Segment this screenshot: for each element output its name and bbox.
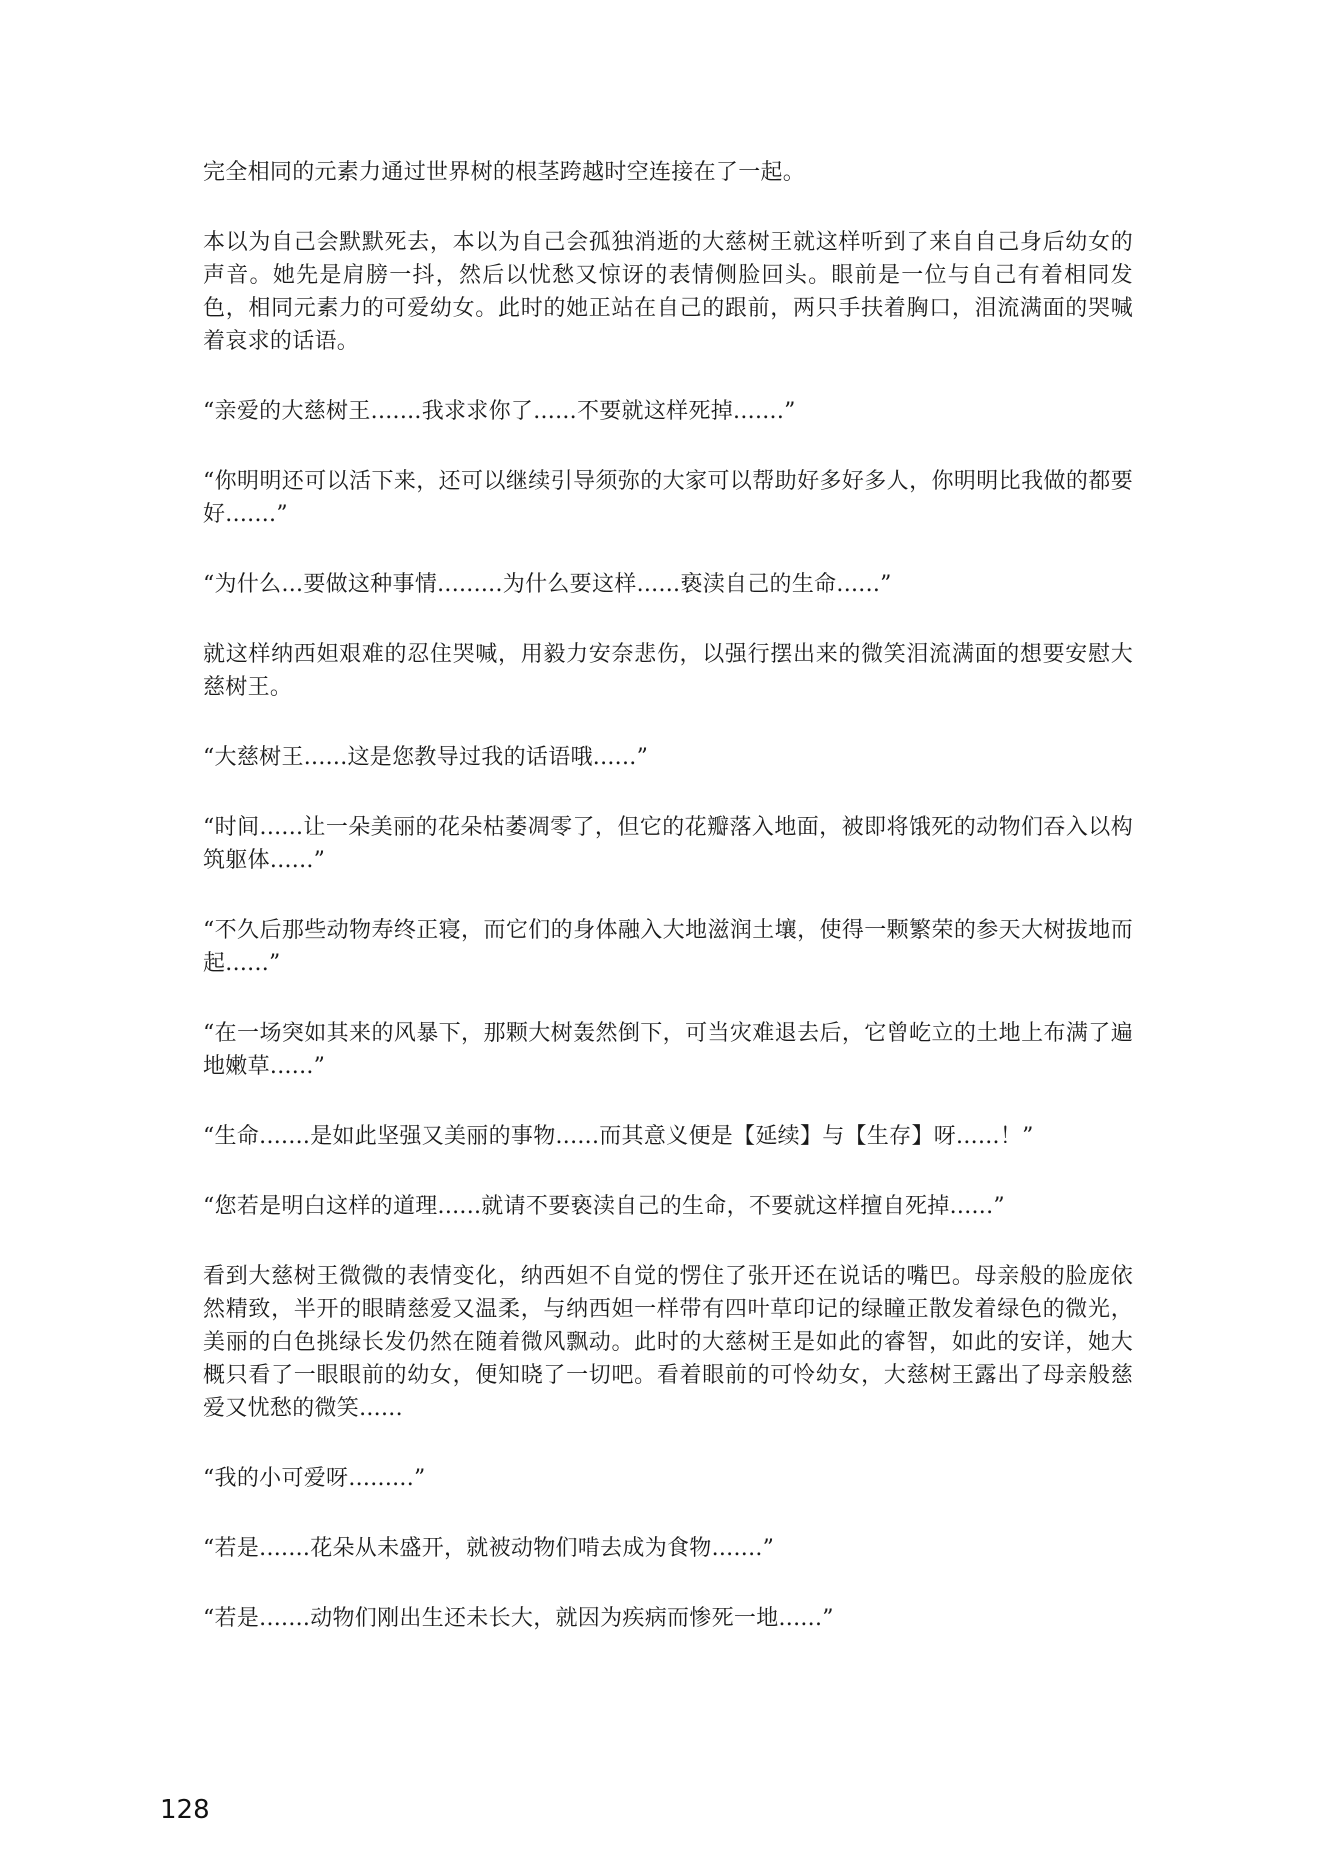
paragraph-10: “在一场突如其来的风暴下，那颗大树轰然倒下，可当灾难退去后，它曾屹立的土地上布满了遍地嫩草......” — [203, 1021, 1133, 1079]
paragraph-2: 本以为自己会默默死去，本以为自己会孤独消逝的大慈树王就这样听到了来自自己身后幼女的声音。她先是肩膀一抖，然后以忧愁又惊讶的表情侧脸回头。眼前是一位与自己有着相同发色，相同元素力的可爱幼女。此时的她正站在自己的跟前，两只手扶着胸口，泪流满面的哭喊着哀求的话语。 — [203, 230, 1133, 354]
paragraph-3: “亲爱的大慈树王.......我求求你了......不要就这样死掉.......” — [203, 399, 796, 424]
paragraph-6: 就这样纳西妲艰难的忍住哭喊，用毅力安奈悲伤，以强行摆出来的微笑泪流满面的想要安慰大慈树王。 — [203, 642, 1133, 700]
paragraph-5: “为什么...要做这种事情.........为什么要这样......亵渎自己的生命......” — [203, 572, 892, 597]
paragraph-16: “若是.......动物们刚出生还未长大，就因为疾病而惨死一地......” — [203, 1606, 834, 1631]
paragraph-9: “不久后那些动物寿终正寝，而它们的身体融入大地滋润土壤，使得一颗繁荣的参天大树拔地而起......” — [203, 918, 1133, 976]
paragraph-13: 看到大慈树王微微的表情变化，纳西妲不自觉的愣住了张开还在说话的嘴巴。母亲般的脸庞依然精致，半开的眼睛慈爱又温柔，与纳西妲一样带有四叶草印记的绿瞳正散发着绿色的微光，美丽的白色挑绿长发仍然在随着微风飘动。此时的大慈树王是如此的睿智，如此的安详，她大概只看了一眼眼前的幼女，便知晓了一切吧。看着眼前的可怜幼女，大慈树王露出了母亲般慈爱又忧愁的微笑...... — [203, 1264, 1133, 1421]
paragraph-7: “大慈树王......这是您教导过我的话语哦......” — [203, 745, 649, 770]
paragraph-1: 完全相同的元素力通过世界树的根茎跨越时空连接在了一起。 — [203, 160, 806, 185]
body-text — [203, 156, 1133, 1672]
page-number: 128 — [160, 1795, 210, 1825]
paragraph-8: “时间......让一朵美丽的花朵枯萎凋零了，但它的花瓣落入地面，被即将饿死的动物们吞入以构筑躯体......” — [203, 815, 1133, 873]
paragraph-14: “我的小可爱呀.........” — [203, 1466, 426, 1491]
paragraph-15: “若是.......花朵从未盛开，就被动物们啃去成为食物.......” — [203, 1536, 775, 1561]
paragraph-11: “生命.......是如此坚强又美丽的事物......而其意义便是【延续】与【生存】呀......！” — [203, 1124, 1034, 1149]
paragraph-4: “你明明还可以活下来，还可以继续引导须弥的大家可以帮助好多好多人，你明明比我做的都要好.......” — [203, 469, 1133, 527]
paragraph-12: “您若是明白这样的道理......就请不要亵渎自己的生命，不要就这样擅自死掉......” — [203, 1194, 1005, 1219]
